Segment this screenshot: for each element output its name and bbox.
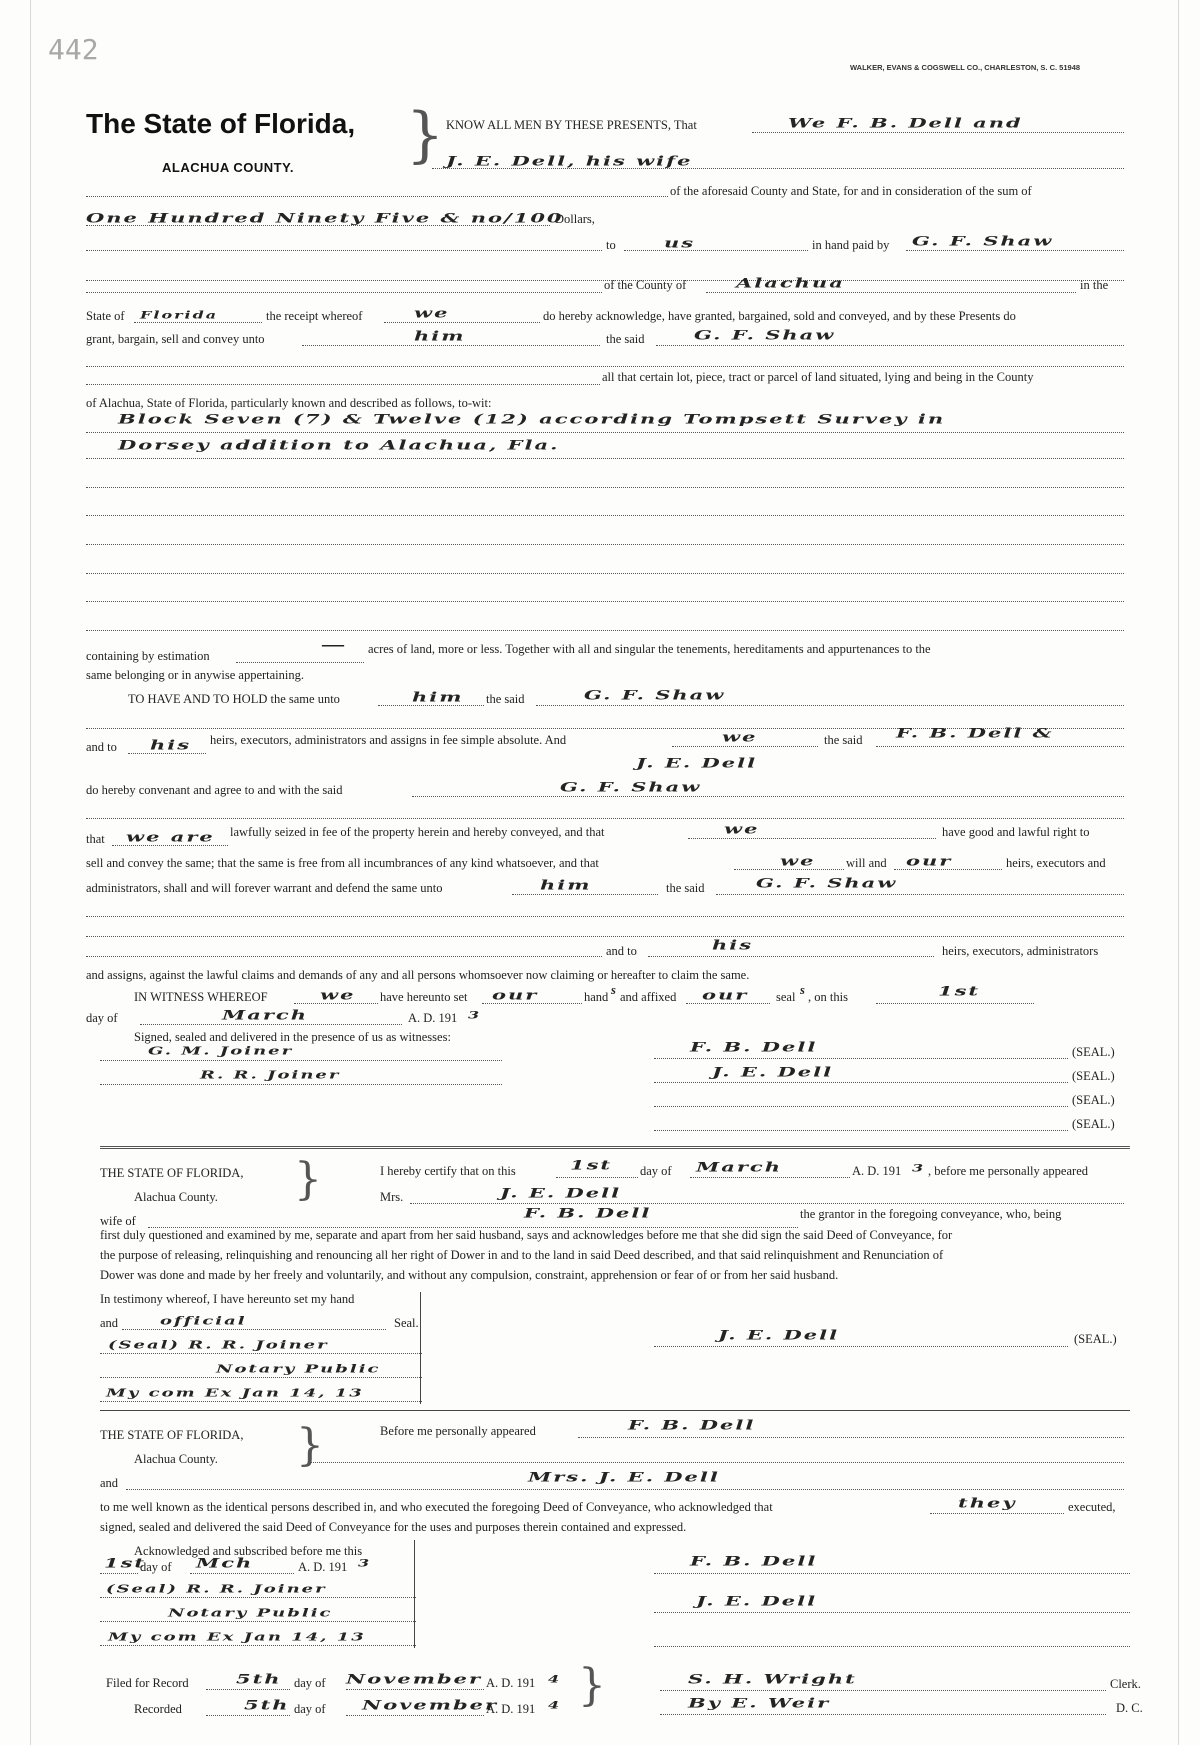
dc-value: By E. Weir (688, 1695, 831, 1711)
county-of-text: of the County of (604, 278, 687, 292)
unto-value: him (414, 328, 466, 344)
filed-month-value: November (346, 1671, 483, 1687)
dower-seal-label: (SEAL.) (1074, 1332, 1117, 1346)
acres-text: acres of land, more or less. Together with all and singular the tenements, hereditaments and appurtenances to the (368, 642, 931, 656)
description-line (86, 601, 1124, 602)
the-said-line (656, 345, 1124, 346)
rec-month-value: November (362, 1697, 499, 1713)
filed-text: Filed for Record (106, 1676, 189, 1690)
printer-imprint: WALKER, EVANS & COGSWELL CO., CHARLESTON, S. C. 51948 (850, 63, 1081, 72)
affixed-value: our (702, 987, 749, 1003)
hands-suffix: s (611, 983, 616, 997)
certify-day-line (556, 1177, 638, 1178)
and-to-2-text: and to (606, 944, 637, 958)
administrators-text: administrators, shall and will forever warrant and defend the same unto (86, 881, 443, 895)
ack-year-digit: 3 (358, 1556, 372, 1569)
ack-and-text: and (100, 1476, 119, 1490)
receipt-line (384, 322, 540, 323)
filed-ad-text: A. D. 191 (486, 1676, 536, 1690)
grantors-value-2: J. E. Dell (636, 755, 758, 771)
dower-bracket (420, 1292, 421, 1404)
dower-brace: } (294, 1154, 322, 1205)
county-line (706, 292, 1076, 293)
witness-value-line (294, 1003, 378, 1004)
ack-notary-3: My com Ex Jan 14, 13 (108, 1630, 366, 1644)
ack-day-line (100, 1573, 138, 1574)
ack-and-line (126, 1489, 1124, 1490)
admin-line (512, 894, 658, 895)
grantors-value-1: F. B. Dell & (896, 725, 1054, 741)
filed-day-value: 5th (236, 1671, 282, 1687)
dotted-line (86, 956, 602, 957)
certify-day-value: 1st (570, 1157, 613, 1173)
heirs-exec-text: heirs, executors and (1006, 856, 1106, 870)
will-and-text: will and (846, 856, 887, 870)
know-all-text: KNOW ALL MEN BY THESE PRESENTS, That (446, 118, 697, 132)
all-that-certain-text: all that certain lot, piece, tract or parcel of land situated, lying and being in the County (602, 370, 1034, 384)
dower-state: THE STATE OF FLORIDA, (100, 1166, 244, 1180)
dotted-line (86, 916, 1124, 917)
dotted-line (86, 384, 600, 385)
signature-line-4 (654, 1130, 1068, 1131)
recorded-text: Recorded (134, 1702, 182, 1716)
rec-day-of-text: day of (294, 1702, 326, 1716)
section-divider (100, 1410, 1130, 1411)
signature-1: F. B. Dell (690, 1039, 818, 1055)
that-value: we are (126, 829, 215, 845)
grantee-line (906, 250, 1124, 251)
certify-year-digit: 3 (912, 1161, 926, 1174)
heirs-exec-admin-text: heirs, executors, administrators (942, 944, 1099, 958)
of-alachua-text: of Alachua, State of Florida, particularly known and described as follows, to-wit: (86, 396, 492, 410)
in-the-text: in the (1080, 278, 1109, 292)
dotted-line (86, 936, 1124, 937)
ack-signature-line-2 (654, 1612, 1130, 1613)
description-line (86, 544, 1124, 545)
filing-brace: } (578, 1660, 606, 1711)
official-line (122, 1329, 386, 1330)
have-grantee-value: G. F. Shaw (584, 687, 726, 703)
rec-month-line (346, 1715, 484, 1716)
heirs-fee-text: heirs, executors, administrators and assigns in fee simple absolute. And (210, 733, 567, 747)
ack-brace: } (296, 1420, 324, 1471)
signed-sealed-text: Signed, sealed and delivered in the presence of us as witnesses: (134, 1030, 451, 1044)
filed-day-of-text: day of (294, 1676, 326, 1690)
ack-county: Alachua County. (134, 1452, 218, 1466)
testimony-text: In testimony whereof, I have hereunto set my hand (100, 1292, 355, 1306)
certify-ad-text: A. D. 191 (852, 1164, 902, 1178)
dower-and-text: and (100, 1316, 119, 1330)
have-hereunto-text: have hereunto set (380, 990, 468, 1004)
document-title: The State of Florida, (86, 108, 356, 139)
filed-day-line (206, 1689, 290, 1690)
dotted-line (310, 1462, 1124, 1463)
ack-bracket (414, 1540, 415, 1648)
ack-notary-1: (Seal) R. R. Joiner (106, 1582, 327, 1596)
and-affixed-text: and affixed (620, 990, 677, 1004)
hands-text: hand (584, 990, 609, 1004)
header-brace: } (406, 100, 445, 170)
and-to-value: his (150, 737, 192, 753)
ack-signature-1: F. B. Dell (690, 1553, 818, 1569)
ack-notary-2: Notary Public (168, 1606, 333, 1620)
same-belonging-text: same belonging or in anywise appertaining. (86, 668, 304, 682)
mrs-text: Mrs. (380, 1190, 404, 1204)
dc-line (660, 1714, 1106, 1715)
ack-signed-sealed-text: signed, sealed and delivered the said Deed of Conveyance for the uses and purposes therein contained and expressed. (100, 1520, 687, 1534)
day-value: 1st (938, 983, 981, 999)
have-unto-value: him (412, 689, 464, 705)
dollars-text: Dollars, (555, 212, 595, 226)
that-text: that (86, 832, 105, 846)
signature-line-1 (654, 1058, 1068, 1059)
will-line (894, 869, 1002, 870)
acres-line (236, 662, 364, 663)
will-value: our (906, 853, 953, 869)
grantee-name: G. F. Shaw (912, 233, 1054, 249)
grantor-line-1 (752, 132, 1124, 133)
sell-line (734, 869, 844, 870)
and-to-line (128, 753, 206, 754)
description-line (86, 515, 1124, 516)
the-said-2-text: the said (824, 733, 863, 747)
page-edge-left (30, 0, 31, 1745)
witness-whereof-text: IN WITNESS WHEREOF (134, 990, 268, 1004)
ack-before-me-text: Before me personally appeared (380, 1424, 536, 1438)
acknowledge-text: do hereby acknowledge, have granted, bargained, sold and conveyed, and by these Presents do (543, 309, 1016, 323)
that-line (112, 845, 228, 846)
sell-convey-text: sell and convey the same; that the same is free from all incumbrances of any kind whatsoever, and that (86, 856, 599, 870)
state-line (134, 322, 262, 323)
dotted-line (654, 1646, 1130, 1647)
wife-value: F. B. Dell (524, 1205, 652, 1221)
seal-label-2: (SEAL.) (1072, 1069, 1115, 1083)
clerk-value: S. H. Wright (688, 1671, 857, 1687)
dower-paragraph-1: first duly questioned and examined by me, separate and apart from her said husband, says and acknowledges before me that she did sign the said Deed of Conveyance, for (100, 1228, 953, 1242)
filed-month-line (346, 1689, 484, 1690)
ack-day-of-text: day of (140, 1560, 172, 1574)
have-grantee-line (536, 705, 1124, 706)
signature-line-3 (654, 1106, 1068, 1107)
they-line (930, 1513, 1064, 1514)
notary-line (100, 1401, 422, 1402)
and-to-2-value: his (712, 937, 754, 953)
unto-line (302, 345, 600, 346)
acres-value: — (322, 631, 344, 656)
notary-3: My com Ex Jan 14, 13 (106, 1386, 364, 1400)
and-value-line (672, 746, 818, 747)
lawfully-text: lawfully seized in fee of the property herein and hereby conveyed, and that (230, 825, 605, 839)
notary-2: Notary Public (216, 1362, 381, 1376)
assigns-against-text: and assigns, against the lawful claims and demands of any and all persons whomsoever now claiming or hereafter to claim the same. (86, 968, 750, 982)
ack-ad-text: A. D. 191 (298, 1560, 348, 1574)
certify-month-line (690, 1177, 850, 1178)
rec-day-value: 5th (244, 1697, 290, 1713)
description-line-1: Block Seven (7) & Twelve (12) according Tompsett Survey in (118, 411, 946, 427)
ack-appeared-value: F. B. Dell (628, 1417, 756, 1433)
description-line (86, 458, 1124, 459)
description-line (86, 630, 1124, 631)
signature-2: J. E. Dell (712, 1064, 834, 1080)
notary-1: (Seal) R. R. Joiner (108, 1338, 329, 1352)
the-said-text: the said (606, 332, 645, 346)
witness-1: G. M. Joiner (148, 1044, 294, 1058)
state-value: Florida (140, 308, 219, 321)
ack-month-line (190, 1573, 294, 1574)
dotted-line (86, 196, 668, 197)
rec-ad-text: A. D. 191 (486, 1702, 536, 1716)
rec-day-line (206, 1715, 290, 1716)
dotted-line (86, 250, 602, 251)
acknowledged-text: Acknowledged and subscribed before me this (134, 1544, 363, 1558)
county-value: Alachua (736, 275, 845, 291)
and-to-2-line (648, 956, 934, 957)
section-divider (100, 1146, 1130, 1149)
lawfully-value: we (724, 821, 760, 837)
sell-value: we (780, 853, 816, 869)
grantors-line (876, 746, 1124, 747)
and-value: we (722, 729, 758, 745)
dower-paragraph-3: Dower was done and made by her freely and voluntarily, and without any compulsion, constraint, apprehension or fear of or from her said husband. (100, 1268, 839, 1282)
dc-label: D. C. (1116, 1701, 1143, 1715)
county-heading: ALACHUA COUNTY. (162, 160, 294, 175)
ack-appeared-line (578, 1437, 1124, 1438)
year-digit: 3 (468, 1008, 482, 1021)
grant-convey-text: grant, bargain, sell and convey unto (86, 332, 265, 346)
witness-line-1 (100, 1060, 502, 1061)
covenant-value: G. F. Shaw (560, 779, 702, 795)
witness-value: we (320, 987, 356, 1003)
notary-line (100, 1377, 422, 1378)
to-value: us (664, 235, 696, 251)
month-value: March (222, 1007, 308, 1023)
dower-signature-line (654, 1346, 1068, 1347)
ad-text: A. D. 191 (408, 1011, 458, 1025)
filed-year: 4 (548, 1672, 562, 1685)
receipt-text: the receipt whereof (266, 309, 363, 323)
covenant-line (412, 796, 1124, 797)
before-me-text: , before me personally appeared (928, 1164, 1088, 1178)
witness-line-2 (100, 1084, 502, 1085)
grantor-name-2: J. E. Dell, his wife (446, 153, 693, 169)
affixed-line (686, 1003, 770, 1004)
certify-day-of-text: day of (640, 1164, 672, 1178)
mrs-line (410, 1203, 1124, 1204)
have-unto-line (378, 705, 484, 706)
certify-text: I hereby certify that on this (380, 1164, 516, 1178)
admin-the-said-text: the said (666, 881, 705, 895)
ack-day-value: 1st (104, 1555, 147, 1571)
page-edge-right (1178, 0, 1179, 1745)
dotted-line (86, 818, 1124, 819)
description-line-2: Dorsey addition to Alachua, Fla. (118, 437, 560, 453)
the-said-value: G. F. Shaw (694, 327, 836, 343)
seal-label-4: (SEAL.) (1072, 1117, 1115, 1131)
on-this-text: , on this (808, 990, 848, 1004)
dower-signature: J. E. Dell (718, 1327, 840, 1343)
ack-month-value: Mch (196, 1555, 254, 1571)
official-value: official (160, 1314, 247, 1328)
dower-paragraph-2: the purpose of releasing, relinquishing and renouncing all her right of Dower in and to the land in said Deed described, and that said relinquishment and Renunciation of (100, 1248, 944, 1262)
good-right-text: have good and lawful right to (942, 825, 1090, 839)
hand-paid-text: in hand paid by (812, 238, 890, 252)
seal-suffix: s (800, 983, 805, 997)
ack-state: THE STATE OF FLORIDA, (100, 1428, 244, 1442)
month-line (140, 1024, 402, 1025)
set-line (482, 1003, 582, 1004)
well-known-text: to me well known as the identical persons described in, and who executed the foregoing Deed of Conveyance, who acknowledged that (100, 1500, 773, 1514)
dower-seal-text: Seal. (394, 1316, 419, 1330)
ack-notary-line (100, 1597, 416, 1598)
to-line (624, 250, 808, 251)
day-of-text: day of (86, 1011, 118, 1025)
to-text: to (606, 238, 616, 252)
admin-grantee-line (716, 894, 1124, 895)
description-line (86, 487, 1124, 488)
clerk-line (660, 1690, 1106, 1691)
covenant-text: do hereby convenant and agree to and with the said (86, 783, 343, 797)
state-of-text: State of (86, 309, 125, 323)
seal-label-1: (SEAL.) (1072, 1045, 1115, 1059)
signature-line-2 (654, 1082, 1068, 1083)
mrs-value: J. E. Dell (500, 1185, 622, 1201)
description-line (86, 432, 1124, 433)
sum-written: One Hundred Ninety Five & no/100 (86, 210, 564, 226)
containing-text: containing by estimation (86, 649, 210, 663)
receipt-value: we (414, 305, 450, 321)
certify-month-value: March (696, 1159, 782, 1175)
lawfully-line (688, 838, 936, 839)
have-the-said-text: the said (486, 692, 525, 706)
grantor-in-text: the grantor in the foregoing conveyance, who, being (800, 1207, 1062, 1221)
executed-text: executed, (1068, 1500, 1116, 1514)
seal-text: seal (776, 990, 796, 1004)
ack-signature-line-1 (654, 1573, 1130, 1574)
dower-county: Alachua County. (134, 1190, 218, 1204)
dotted-line (86, 366, 1124, 367)
they-value: they (958, 1495, 1017, 1511)
wife-of-text: wife of (100, 1214, 136, 1228)
notary-line (100, 1353, 422, 1354)
admin-grantee-value: G. F. Shaw (756, 875, 898, 891)
rec-year: 4 (548, 1698, 562, 1711)
ack-notary-line (100, 1621, 416, 1622)
clerk-label: Clerk. (1110, 1677, 1141, 1691)
dotted-line (86, 292, 602, 293)
to-have-text: TO HAVE AND TO HOLD the same unto (128, 692, 340, 706)
page-number: 442 (48, 33, 99, 66)
admin-value: him (540, 877, 592, 893)
grantor-name-1: We F. B. Dell and (788, 115, 1023, 131)
and-to-text: and to (86, 740, 117, 754)
aforesaid-text: of the aforesaid County and State, for and in consideration of the sum of (670, 184, 1032, 198)
witness-2: R. R. Joiner (200, 1068, 341, 1082)
seal-label-3: (SEAL.) (1072, 1093, 1115, 1107)
ack-signature-2: J. E. Dell (696, 1593, 818, 1609)
ack-notary-line (100, 1645, 416, 1646)
day-line (876, 1003, 1034, 1004)
ack-and-value: Mrs. J. E. Dell (528, 1469, 720, 1485)
set-value: our (492, 987, 539, 1003)
description-line (86, 573, 1124, 574)
